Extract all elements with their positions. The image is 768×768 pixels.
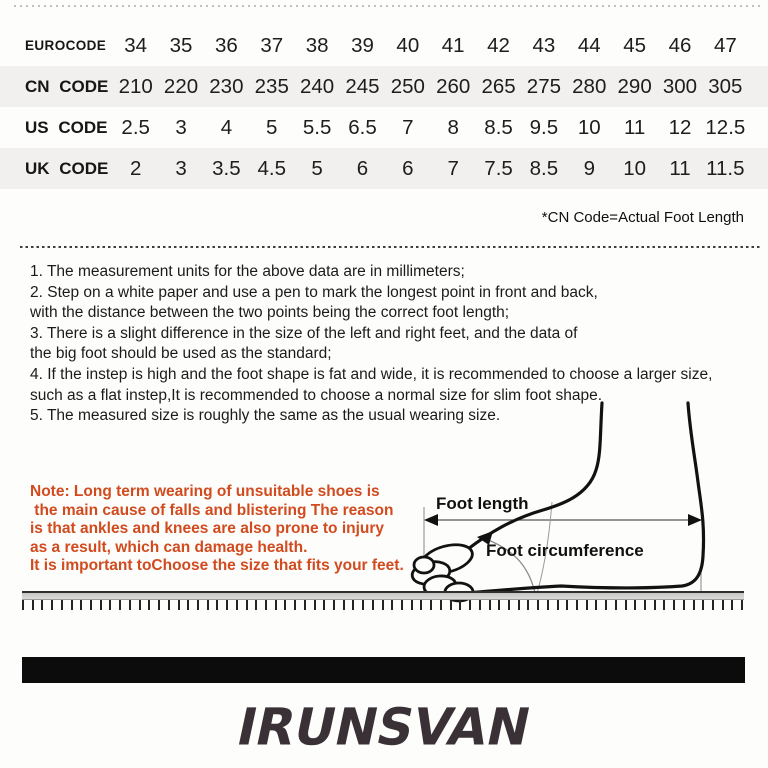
ruler-tick (411, 600, 413, 610)
ruler-tick (178, 600, 180, 610)
ruler-ticks (22, 600, 744, 611)
size-value: 8.5 (484, 115, 513, 139)
ruler-tick (498, 600, 500, 610)
ruler-tick (576, 600, 578, 610)
ruler-tick (566, 600, 568, 610)
ruler-tick (595, 600, 597, 610)
size-value: 12 (668, 115, 692, 139)
ruler-tick (654, 600, 656, 610)
size-value: 45 (623, 33, 647, 57)
ruler-tick (90, 600, 92, 610)
ruler-tick (333, 600, 335, 610)
ruler-tick (741, 600, 743, 610)
ruler-tick (61, 600, 63, 610)
arrowhead-left (424, 514, 438, 526)
size-value: 7.5 (484, 156, 513, 180)
size-value: 42 (487, 33, 510, 57)
ruler-tick (139, 600, 141, 610)
ruler-tick (615, 600, 617, 610)
ruler-tick (663, 600, 665, 610)
ruler-tick (216, 600, 218, 610)
size-value: 11.5 (706, 156, 745, 180)
size-value: 230 (209, 74, 244, 98)
brand-logo-text: IRUNSVAN (232, 697, 536, 757)
ruler-tick (236, 600, 238, 610)
ruler-tick (32, 600, 34, 610)
foot-circumference-label: Foot circumference (486, 541, 644, 560)
ruler-tick (557, 600, 559, 610)
size-value: 5 (266, 115, 278, 139)
size-value: 46 (668, 33, 692, 57)
size-value: 6 (356, 156, 369, 180)
ruler-tick (469, 600, 471, 610)
warning-note (30, 483, 450, 576)
size-value: 39 (351, 33, 374, 57)
ruler-tick (314, 600, 316, 610)
ruler-tick (401, 600, 403, 610)
size-value: 3 (175, 115, 187, 139)
note-line: as a result, which can damage health. (30, 538, 308, 556)
size-value: 12.5 (705, 115, 746, 139)
brand-logo (0, 698, 768, 756)
size-value: 38 (305, 33, 329, 57)
ruler-tick (275, 600, 277, 610)
size-value: 240 (300, 74, 335, 98)
ruler-tick (168, 600, 170, 610)
instruction-line: 2. Step on a white paper and use a pen to mark the longest point in front and back, (30, 283, 598, 301)
ruler-tick (489, 600, 491, 610)
ruler-tick (702, 600, 704, 610)
table-row (0, 107, 768, 148)
size-value: 3 (175, 156, 187, 180)
instruction-line: 5. The measured size is roughly the same as the usual wearing size. (30, 407, 501, 425)
ruler-tick (148, 600, 150, 610)
size-value: 35 (169, 33, 193, 57)
size-value: 2.5 (121, 115, 150, 139)
note-line: the main cause of falls and blistering The reason (30, 501, 394, 519)
ruler-tick (41, 600, 43, 610)
ruler-tick (547, 600, 549, 610)
ruler-tick (352, 600, 354, 610)
ruler-tick (197, 600, 199, 610)
dotted-divider (20, 246, 762, 248)
ruler-tick (605, 600, 607, 610)
size-value: 280 (572, 74, 607, 98)
size-value: 3.5 (212, 156, 241, 180)
ruler-tick (537, 600, 539, 610)
top-dotted-line (14, 5, 760, 7)
size-value: 5 (311, 156, 323, 180)
ruler-tick (420, 600, 422, 610)
row-values (113, 116, 748, 140)
ruler-tick (22, 600, 24, 610)
size-value: 235 (254, 74, 289, 98)
row-label: US CODE (25, 117, 108, 137)
size-value: 36 (214, 33, 238, 57)
size-value: 44 (577, 33, 601, 57)
row-label: EUROCODE (25, 38, 107, 53)
row-label: UK CODE (25, 158, 109, 178)
table-row (0, 148, 768, 189)
ruler-tick (80, 600, 82, 610)
ruler-tick (323, 600, 325, 610)
ruler-tick (586, 600, 588, 610)
ruler-tick (625, 600, 627, 610)
size-value: 300 (662, 74, 698, 98)
foot-length-label: Foot length (436, 494, 529, 513)
row-values (113, 34, 748, 58)
size-value: 210 (118, 74, 153, 98)
size-value: 275 (526, 74, 562, 98)
ruler-tick (459, 600, 461, 610)
table-row (0, 66, 768, 107)
ruler-tick (440, 600, 442, 610)
row-label: CN CODE (25, 76, 109, 96)
ruler-tick (129, 600, 131, 610)
ruler-tick (187, 600, 189, 610)
cn-code-footnote: *CN Code=Actual Foot Length (541, 209, 744, 226)
ruler-tick (71, 600, 73, 610)
size-value: 6 (402, 156, 414, 180)
row-values (113, 75, 748, 99)
ruler-tick (722, 600, 724, 610)
note-line: Note: Long term wearing of unsuitable shoes is (30, 483, 380, 500)
ruler-tick (304, 600, 306, 610)
ruler-tick (255, 600, 257, 610)
ruler-tick (430, 600, 432, 610)
size-value: 9.5 (529, 115, 559, 139)
instruction-line: with the distance between the two points being the correct foot length; (30, 304, 510, 322)
size-value: 47 (713, 33, 737, 57)
ruler-tick (158, 600, 160, 610)
size-value: 34 (124, 33, 148, 57)
ruler-tick (226, 600, 228, 610)
size-value: 8.5 (529, 156, 559, 180)
ruler-tick (634, 600, 636, 610)
ruler-tick (673, 600, 675, 610)
row-values (113, 157, 748, 181)
ruler-tick (479, 600, 481, 610)
instruction-line: 4. If the instep is high and the foot shape is fat and wide, it is recommended to choose a larger size, (30, 365, 713, 383)
ruler-tick (527, 600, 529, 610)
size-value: 2 (129, 156, 142, 180)
ruler-tick (391, 600, 393, 610)
size-value: 6.5 (348, 115, 377, 139)
ruler-tick (644, 600, 646, 610)
ruler-tick (284, 600, 286, 610)
ruler-bar (22, 591, 744, 600)
size-value: 10 (577, 115, 601, 139)
size-value: 250 (390, 74, 425, 98)
size-value: 5.5 (302, 115, 332, 139)
size-value: 7 (402, 115, 414, 139)
note-line: It is important toChoose the size that fits your feet. (30, 557, 404, 575)
ruler-tick (518, 600, 520, 610)
ruler-tick (246, 600, 248, 610)
size-value: 265 (481, 74, 516, 98)
ruler-tick (207, 600, 209, 610)
ruler-tick (508, 600, 510, 610)
size-value: 40 (396, 33, 420, 57)
ruler-tick (372, 600, 374, 610)
size-value: 305 (708, 74, 743, 98)
ruler-tick (693, 600, 695, 610)
ruler-tick (265, 600, 267, 610)
instruction-line: 1. The measurement units for the above data are in millimeters; (30, 263, 465, 280)
size-value: 7 (447, 156, 459, 180)
size-value: 290 (617, 74, 652, 98)
size-value: 11 (623, 115, 646, 139)
instruction-line: 3. There is a slight difference in the size of the left and right feet, and the data of (30, 324, 578, 342)
note-line: is that ankles and knees are also prone to injury (30, 520, 385, 538)
table-row (0, 25, 768, 66)
instruction-line: such as a flat instep,It is recommended to choose a normal size for slim foot shape. (30, 386, 603, 404)
ruler-tick (109, 600, 111, 610)
size-value: 9 (583, 156, 595, 180)
size-value: 4.5 (257, 156, 286, 180)
size-table (0, 25, 768, 189)
ruler-tick (100, 600, 102, 610)
size-value: 41 (441, 33, 465, 57)
ruler-tick (119, 600, 121, 610)
ruler-tick (343, 600, 345, 610)
instruction-line: the big foot should be used as the standard; (30, 345, 332, 363)
size-value: 10 (623, 156, 647, 180)
ruler-tick (51, 600, 53, 610)
size-value: 37 (260, 33, 284, 57)
ruler-tick (362, 600, 364, 610)
size-value: 8 (447, 115, 459, 139)
ruler-tick (683, 600, 685, 610)
size-value: 4 (220, 115, 233, 139)
size-value: 11 (669, 156, 691, 180)
size-value: 245 (345, 74, 380, 98)
ruler-tick (731, 600, 733, 610)
ruler-tick (382, 600, 384, 610)
ruler-tick (712, 600, 714, 610)
ruler-tick (294, 600, 296, 610)
size-value: 220 (163, 74, 199, 98)
size-value: 260 (436, 74, 471, 98)
black-divider-bar (22, 657, 745, 683)
ruler-tick (450, 600, 452, 610)
size-value: 43 (532, 33, 556, 57)
